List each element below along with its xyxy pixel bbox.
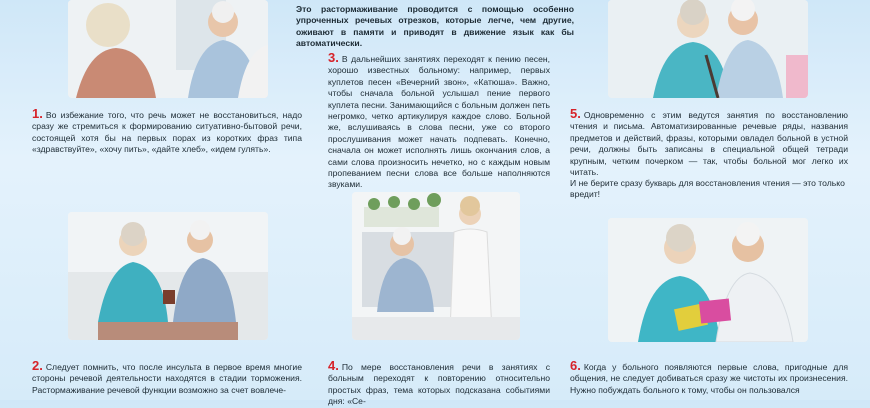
step-3-text: В дальнейших занятиях переходят к пению песен, хорошо известных больному: например, первых куплетов песен «Вечерний звон», «Катюша». Важно, чтобы сначала больной услышал пение первого куплета песни. Занимающийся с больным должен петь негромко, четко артикулируя каждое слово. Больной же, вслушиваясь в слова песни, уже со второго прослушивания может начать подпевать. Конечно, сначала он может исполнять лишь окончания слов, а сами слова произносить нечетко, но с каждым новым пропеванием песни слова все больше наполняются звуками. [328,54,550,190]
photo-elderly-couple-talking [68,0,268,98]
step-2-text: Следует помнить, что после инсульта в первое время многие стороны речевой деятельности находятся в стадии торможения. Растормаживание речевой функции возможно за счет вовлече- [32,362,302,395]
step-4-text: По мере восстановления речи в занятиях с больным переходят к повторению относительно простых фраз, тема которых подсказана событиями дня: «Се- [328,362,550,407]
step-3-number: 3. [328,50,339,65]
step-6-block [570,360,848,396]
step-4-block [328,360,550,408]
step-5-text: Одновременно с этим ведутся занятия по восстановлению чтения и письма. Автоматизированные речевые ряды, названия предметов и действий, фразы, которыми овладел больной в устной речи, должны быть записаны в специальной общей тетради крупным, четким почерком — так, чтобы больной мог легко их читать. [570,110,848,178]
step-5-note: И не берите сразу букварь для восстановления чтения — это только вредит! [570,178,845,200]
step-5-number: 5. [570,106,581,121]
step-4-number: 4. [328,358,339,373]
photo-couple-drinking-tea [68,212,268,340]
step-5-block [570,108,848,178]
step-1-number: 1. [32,106,43,121]
step-1-block [32,108,302,156]
step-6-number: 6. [570,358,581,373]
step-1-text: Во избежание того, что речь может не восстановиться, надо сразу же стремиться к формированию ситуативно-бытовой речи, состоящей хотя бы на первых порах из коротких фраз типа «здравствуйте», «хочу пить», «дайте хлеб», «идем гулять». [32,110,302,155]
intro-paragraph [296,4,574,50]
step-3-block [328,52,550,191]
photo-couple-reading [608,218,808,342]
photo-elderly-couple-hugging [608,0,808,98]
step-2-number: 2. [32,358,43,373]
photo-nurse-with-patient [352,192,520,340]
intro-text: Это растормаживание проводится с помощью особенно упроченных речевых отрезков, которые легче, чем другие, оживают в памяти и приводят в движение язык как бы автоматически. [296,4,574,49]
step-6-text: Когда у больного появляются первые слова, пригодные для общения, не следует добиваться сразу же чистоты их произнесения. Нужно побуждать больного к тому, чтобы он пользовался [570,362,848,395]
step-2-block [32,360,302,396]
